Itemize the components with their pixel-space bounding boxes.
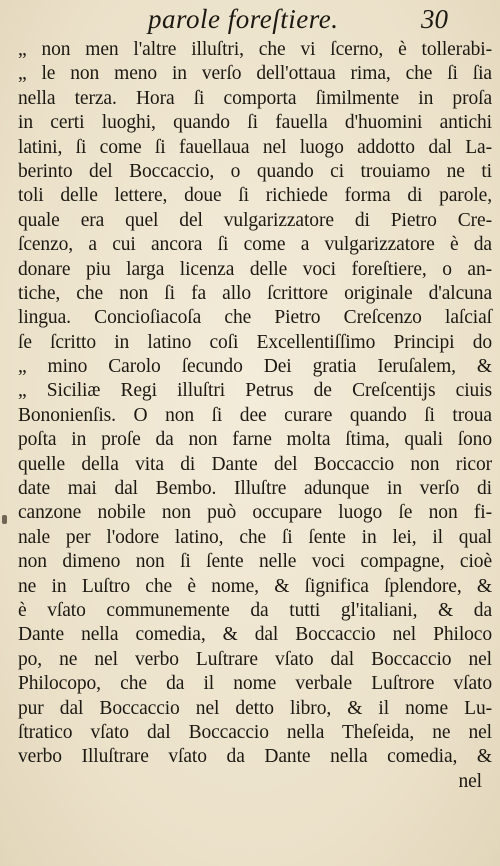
text-line: ſe ſcritto in latino coſi Excellentiſſimo Principi do [18,331,492,353]
text-line: nella terza. Hora ſi comporta ſimilmente in proſa [18,87,492,109]
text-line: toli delle lettere, doue ſi richiede forma di parole, [18,185,492,207]
text-line: Bononienſis. O non ſi dee curare quando ſi troua [18,404,492,426]
text-line: canzone nobile non può occupare luogo ſe non fi- [18,502,492,524]
text-line: latini, ſi come ſi fauellaua nel luogo addotto dal La- [18,136,492,158]
text-line: ne in Luſtro che è nome, & ſignifica ſplendore, & [18,575,492,597]
text-line: non dimeno non ſi ſente nelle voci compagne, cioè [18,551,492,573]
text-line: nale per l'odore latino, che ſi ſente in lei, il qual [18,526,492,548]
running-head [0,2,500,40]
text-line: Dante nella comedia, & dal Boccaccio nel Philoco [18,624,492,646]
margin-mark [2,515,7,524]
text-line: in certi luoghi, quando ſi fauella d'huomini antichi [18,112,492,134]
text-line: „ le non meno in verſo dell'ottaua rima, che ſi ſia [18,63,492,85]
catchword: nel [458,770,482,792]
text-line: ſcenzo, a cui ancora ſi come a vulgarizzatore è da [18,234,492,256]
text-line: quelle della vita di Dante del Boccaccio non ricor [18,453,492,475]
text-line: „ Siciliæ Regi illuſtri Petrus de Creſcentijs ciuis [18,380,492,402]
text-line: po, ne nel verbo Luſtrare vſato dal Boccaccio nel [18,648,492,670]
page-header-title: parole foreſtiere. [148,4,339,34]
text-line: pur dal Boccaccio nel detto libro, & il nome Lu- [18,697,492,719]
text-line: ſtratico vſato dal Boccaccio nella Theſeida, ne nel [18,721,492,743]
page-number: 30 [421,4,448,34]
text-line: donare piu larga licenza delle voci foreſtiere, o an- [18,258,492,280]
text-line: lingua. Concioſiacoſa che Pietro Creſcenzo laſciaſ [18,307,492,329]
body-text [18,38,492,794]
text-line: „ non men l'altre illuſtri, che vi ſcerno, è tollerabi- [18,39,492,60]
text-line: tiche, che non ſi fa allo ſcrittore originale d'alcuna [18,282,492,304]
text-line: è vſato communemente da tutti gl'italiani, & da [18,599,492,621]
text-line: quale era quel del vulgarizzatore di Pietro Cre- [18,209,492,231]
text-line: berinto del Boccaccio, o quando ci trouiamo ne ti [18,160,492,182]
text-line: „ mino Carolo ſecundo Dei gratia Ieruſalem, & [18,356,492,378]
text-line: verbo Illuſtrare vſato da Dante nella comedia, & [18,746,492,768]
text-line: Philocopo, che da il nome verbale Luſtrore vſato [18,673,492,695]
text-line: date mai dal Bembo. Illuſtre adunque in verſo di [18,478,492,500]
text-line: poſta in proſe da non farne molta ſtima, quali ſono [18,429,492,451]
